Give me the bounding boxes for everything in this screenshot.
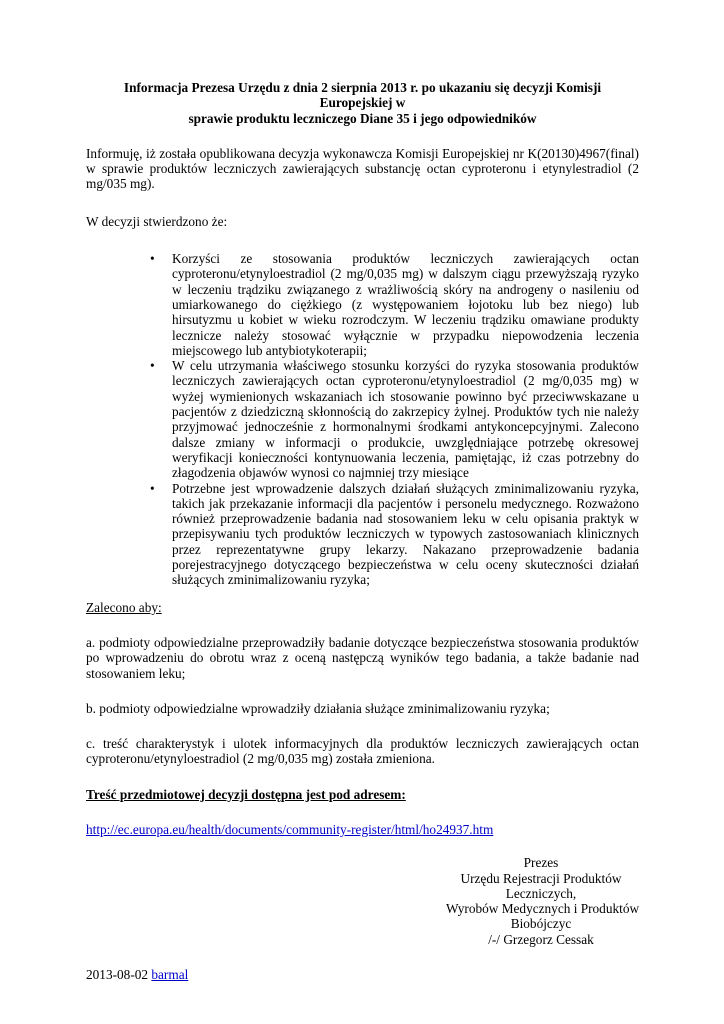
signature-line: Urzędu Rejestracji Produktów (460, 870, 622, 886)
url-line (86, 822, 639, 837)
bullet-icon: • (150, 251, 155, 267)
list-item-text: Korzyści ze stosowania produktów leczniczych zawierających octan cyproteronu/etynyloestradiol (2 mg/0,035 mg) w dalszym ciągu przewyższają ryzyko w leczeniu trądziku związanego z wrażliwością skóry na androgeny o nasileniu od umiarkowanego do ciężkiego (z występowaniem łojotoku lub bez niego) lub hirsutyzmu u kobiet w wieku rozrodczym. W leczeniu trądziku omawiane produkty lecznicze należy stosować wyłącznie w przypadku niepowodzenia leczenia miejscowego lub antybiotykoterapii; (172, 251, 639, 358)
signature-line: Prezes (523, 855, 559, 871)
findings-list (86, 251, 639, 588)
intro-paragraph: Informuję, iż została opublikowana decyzja wykonawcza Komisji Europejskiej nr K(20130)4967(final) w sprawie produktów leczniczych zawierających substancję octan cyproteronu i etynylestradiol (2 mg/035 mg). (86, 145, 639, 192)
list-item-text: W celu utrzymania właściwego stosunku korzyści do ryzyka stosowania produktów leczniczych zawierających octan cyproteronu/etynyloestradiol (2 mg/0,035 mg) w wyżej wymienionych wskazaniach ich stosowanie powinno być przeciwwskazane u pacjentów z dziedziczną skłonnością do zakrzepicy żylnej. Produktów tych nie należy przyjmować jednocześnie z hormonalnymi środkami antykoncepcyjnymi. Zalecono dalsze zmiany w informacji o produkcie, uwzględniające potrzebę okresowej weryfikacji konieczności kontynuowania leczenia, pamiętając, iż czas potrzebny do złagodzenia objawów wynosi co najmniej trzy miesiące (172, 358, 639, 481)
signature-line: /-/ Grzegorz Cessak (488, 931, 594, 947)
recommended-heading: Zalecono aby: (86, 599, 162, 615)
footer-line (86, 967, 639, 982)
bullet-icon: • (150, 358, 155, 374)
list-item (150, 480, 639, 588)
signature-line: Wyrobów Medycznych i Produktów (446, 901, 640, 917)
title-line-1: Informacja Prezesa Urzędu z dnia 2 sierpnia 2013 r. po ukazaniu się decyzji Komisji Europejskiej w (123, 80, 602, 111)
signature-block (446, 855, 640, 947)
address-heading: Treść przedmiotowej decyzji dostępna jest pod adresem: (86, 786, 406, 802)
bullet-icon: • (150, 480, 155, 496)
recommendation-b: b. podmioty odpowiedzialne wprowadziły działania służące zminimalizowaniu ryzyka; (86, 700, 550, 716)
document-date: 2013-08-02 (86, 967, 149, 983)
list-item-text: Potrzebne jest wprowadzenie dalszych działań służących zminimalizowaniu ryzyka, takich jak przekazanie informacji dla pacjentów i personelu medycznego. Rozważono również przeprowadzenie badania nad stosowaniem leku w celu opisania praktyk w przepisywaniu tych produktów leczniczych w typowych zastosowaniach klinicznych przez reprezentatywne grupy lekarzy. Nakazano przeprowadzenie badania porejestracyjnego dotyczącego bezpieczeństwa w celu oceny skuteczności działań służących zminimalizowaniu ryzyka; (172, 480, 639, 588)
list-item (150, 251, 639, 358)
document-page (86, 80, 639, 982)
stated-heading: W decyzji stwierdzono że: (86, 213, 228, 229)
decision-url-link[interactable]: http://ec.europa.eu/health/documents/community-register/html/ho24937.htm (86, 821, 494, 837)
list-item (150, 358, 639, 481)
document-title (86, 80, 639, 126)
signature-line: Biobójczyc (510, 916, 572, 932)
recommendation-a: a. podmioty odpowiedzialne przeprowadziły badanie dotyczące bezpieczeństwa stosowania produktów po wprowadzeniu do obrotu wraz z oceną następczą wyników tego badania, a także badanie nad stosowaniem leku; (86, 634, 639, 681)
signature-line: Leczniczych, (505, 885, 577, 901)
title-line-2: sprawie produktu leczniczego Diane 35 i jego odpowiedników (188, 110, 537, 126)
author-link[interactable]: barmal (151, 967, 189, 983)
recommendation-c: c. treść charakterystyk i ulotek informacyjnych dla produktów leczniczych zawierających octan cyproteronu/etynyloestradiol (2 mg/0,035 mg) została zmieniona. (86, 736, 639, 767)
